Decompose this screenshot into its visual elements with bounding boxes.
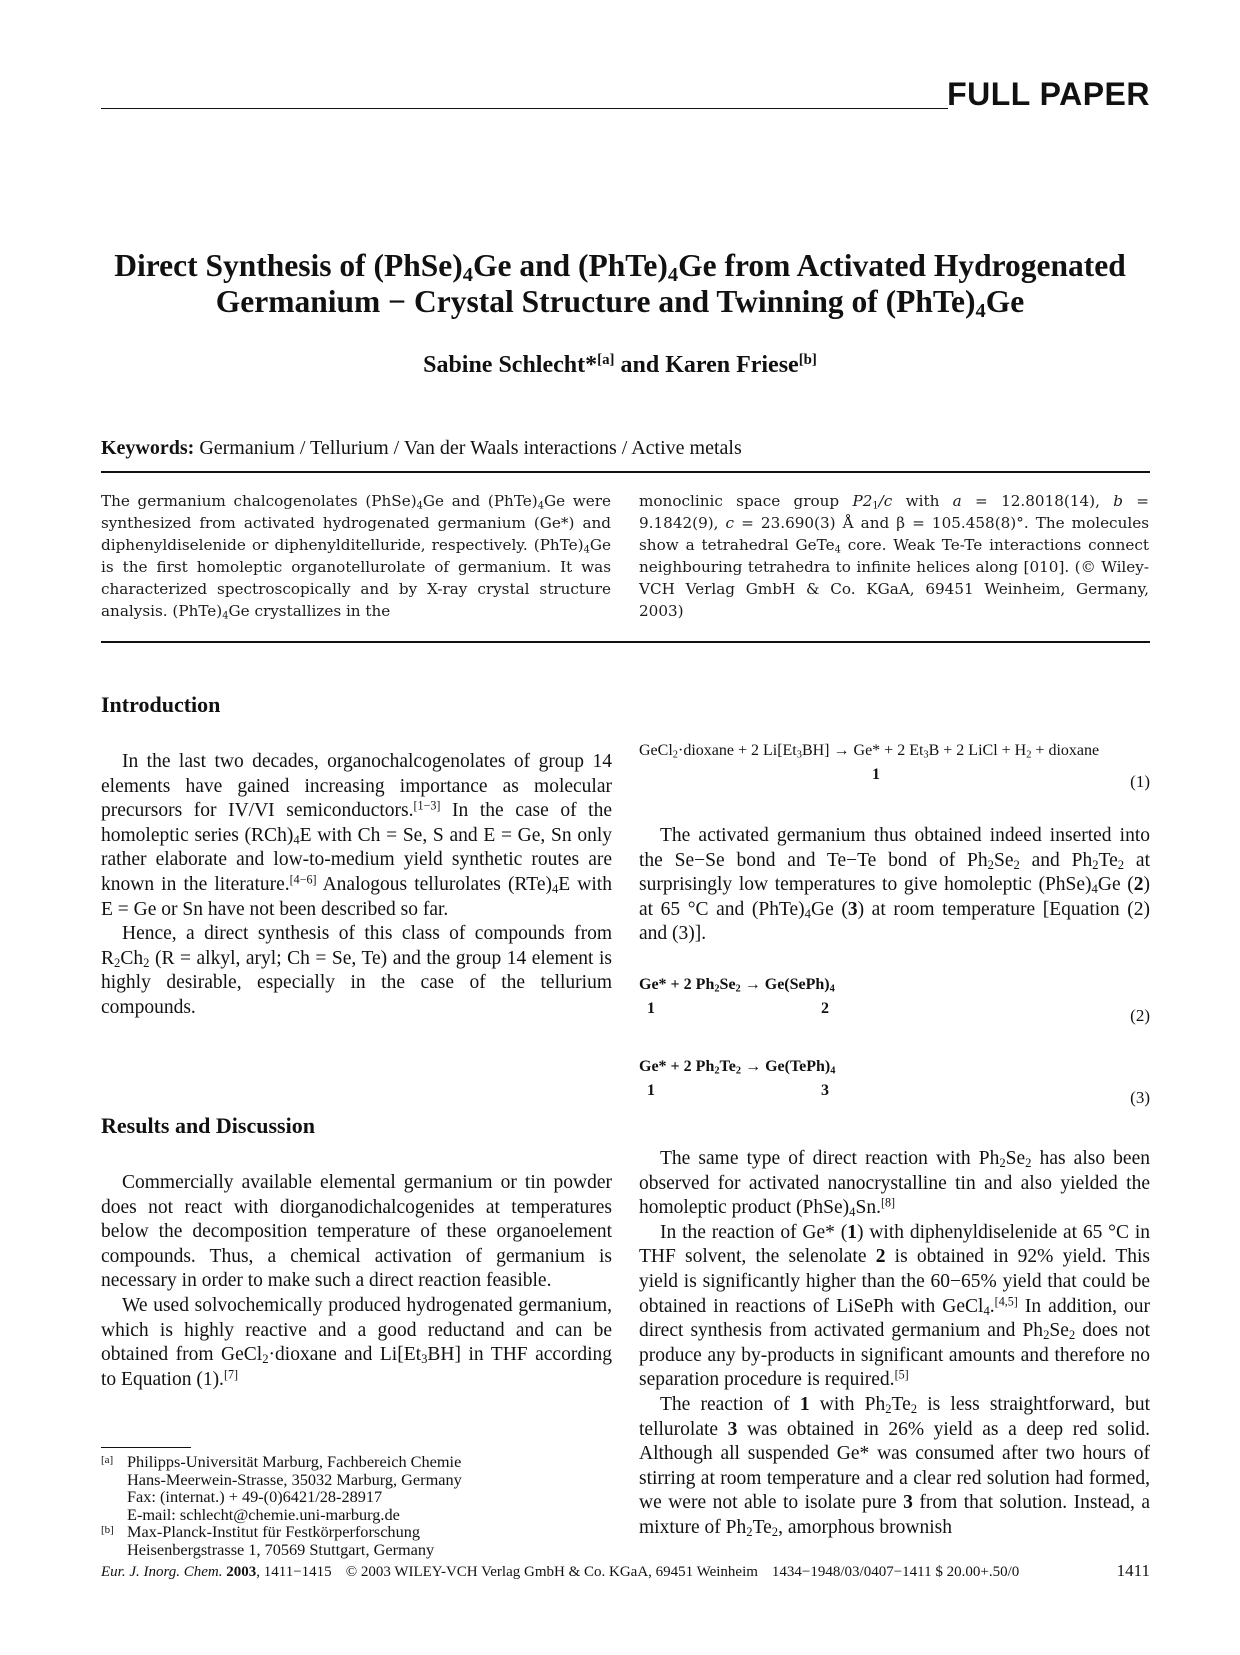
equation-2: Ge* + 2 $Ph_2Se_2$ → $Ge(SePh)_4$ 1 2 (2) [639, 976, 1150, 1025]
right-paragraphs-2-4: The same type of direct reaction with $Ph_2Se_2$ has also been observed for activated nanocrystalline tin and also yielded the homoleptic product $(PhSe)_4Sn.[8]$ In the reaction of Ge* (1) with diphenyldiselenide at 65 °C in THF solvent, the selenolate 2 is obtained in 92% yield. This yield is significantly higher than the 60−65% yield that could be obtained in reactions of LiSePh with GeCl$_4$.[4,5] In addition, our direct synthesis from activated germanium and $Ph_2Se_2$ does not produce any by-products in significant amounts and therefore no separation procedure is required.[5] The reaction of 1 with $Ph_2Te_2$ is less straightforward, but tellurolate 3 was obtained in 26% yield as a deep red solid. Although all suspended Ge* was consumed after two hours of stirring at room temperature and a clear red solution had formed, we were not able to isolate pure 3 from that solution. Instead, a mixture of $Ph_2Te_2$, amorphous brownish [639, 1148, 1151, 1540]
compound-label: 1 [647, 1000, 655, 1017]
footnote-rule [101, 1447, 191, 1448]
equation-number: (3) [1130, 1088, 1150, 1107]
author-name: Karen Friese [665, 352, 799, 378]
page-footer [101, 1561, 1150, 1581]
equation-1: GeCl$_2$·dioxane + 2 $Li[Et_3BH] \to Ge* + 2$ $Et_3B + 2$ LiCl + $H_2$ + dioxane 1 (1) [639, 742, 1150, 791]
keywords: Keywords: Germanium / Tellurium / Van der Waals interactions / Active metals [101, 437, 742, 459]
abstract-bottom-rule [101, 641, 1150, 643]
introduction-text: In the last two decades, organochalcogenolates of group 14 elements have gained increasing importance as molecular precursors for IV/VI semiconductors.[1−3] In the case of the homoleptic series $(RCh)_4E$ with Ch = Se, S and E = Ge, Sn only rather elaborate and low-to-medium yield synthetic routes are known in the literature.[4−6] Analogous tellurolates $(RTe)_4E$ with E = Ge or Sn have not been described so far. Hence, a direct synthesis of this class of compounds from $R_2Ch_2$ (R = alkyl, aryl; Ch = Se, Te) and the group 14 element is highly desirable, especially in the case of the tellurium compounds. [101, 751, 613, 1018]
issn: 1434−1948/03/0407−1411 $ 20.00+.50/0 [771, 1564, 1020, 1580]
compound-label: 1 [872, 766, 880, 783]
copyright: © 2003 WILEY-VCH Verlag GmbH & Co. KGaA, 69451 Weinheim [345, 1564, 758, 1580]
footnote-a: [a] Philipps-Universität Marburg, Fachbereich Chemie Hans-Meerwein-Strasse, 35032 Marburg, Germany Fax: (internat.) + 49-(0)6421/28-28917 E-mail: schlecht@chemie.uni-marburg.de [101, 1452, 462, 1524]
footnote-b: [b] Max-Planck-Institut für Festkörperforschung Heisenbergstrasse 1, 70569 Stuttgart, Germany [101, 1522, 435, 1559]
abstract-top-rule [101, 471, 1150, 473]
section-type-label: FULL PAPER [947, 76, 1150, 112]
abstract-right-column: monoclinic space group $P2_1/c$ with a = 12.8018(14), b = 9.1842(9), c = 23.690(3) Å and β = 105.458(8)°. The molecules show a tetrahedral GeTe$_4$ core. Weak Te-Te interactions connect neighbouring tetrahedra to infinite helices along [010]. (© Wiley-VCH Verlag GmbH & Co. KGaA, 69451 Weinheim, Germany, 2003) [639, 492, 1149, 620]
results-text: Commercially available elemental germanium or tin powder does not react with diorganodichalcogenides at temperatures below the decomposition temperature of these organoelement compounds. Thus, a chemical activation of germanium is necessary in order to make such a direct reaction feasible. We used solvochemically produced hydrogenated germanium, which is highly reactive and a good reductand and can be obtained from GeCl$_2$·dioxane and $Li[Et_3BH]$ in THF according to Equation (1).[7] [101, 1172, 612, 1390]
email-address: E-mail: schlecht@chemie.uni-marburg.de [127, 1504, 400, 1524]
equation-number: (2) [1130, 1006, 1150, 1025]
affiliation-footnotes [101, 1453, 621, 1559]
abstract-left-column: The germanium chalcogenolates $(PhSe)_4Ge$ and $(PhTe)_4Ge$ were synthesized from activated hydrogenated germanium (Ge*) and diphenyldiselenide or diphenylditelluride, respectively. $(PhTe)_4Ge$ is the first homoleptic organotellurolate of germanium. It was characterized spectroscopically and by X-ray crystal structure analysis. $(PhTe)_4Ge$ crystallizes in the [101, 492, 612, 622]
compound-label: 2 [821, 1000, 829, 1017]
author-name: Sabine Schlecht* [423, 352, 598, 378]
article-title: Direct Synthesis of $(PhSe)_4Ge$ and $(PhTe)_4Ge$ from Activated Hydrogenated Germanium − Crystal Structure and Twinning of $(PhTe)_4Ge$ [114, 248, 1126, 323]
header-rule [101, 108, 948, 109]
journal-citation: Eur. J. Inorg. Chem. 2003, 1411−1415 [101, 1564, 332, 1580]
equation-3: Ge* + 2 $Ph_2Te_2$ → $Ge(TePh)_4$ 1 3 (3) [639, 1058, 1150, 1107]
right-paragraph-1: The activated germanium thus obtained indeed inserted into the Se−Se bond and Te−Te bond of $Ph_2Se_2$ and $Ph_2Te_2$ at surprisingly low temperatures to give homoleptic $(PhSe)_4Ge$ (2) at 65 °C and $(PhTe)_4Ge$ (3) at room temperature [Equation (2) and (3)]. [639, 825, 1151, 945]
compound-label: 3 [821, 1082, 829, 1099]
equation-number: (1) [1130, 772, 1150, 791]
compound-label: 1 [647, 1082, 655, 1099]
author-list: Sabine Schlecht*[a] and Karen Friese[b] [423, 351, 817, 378]
heading-results-discussion: Results and Discussion [101, 1113, 315, 1138]
page-number: 1411 [1116, 1561, 1150, 1580]
heading-introduction: Introduction [101, 692, 221, 717]
